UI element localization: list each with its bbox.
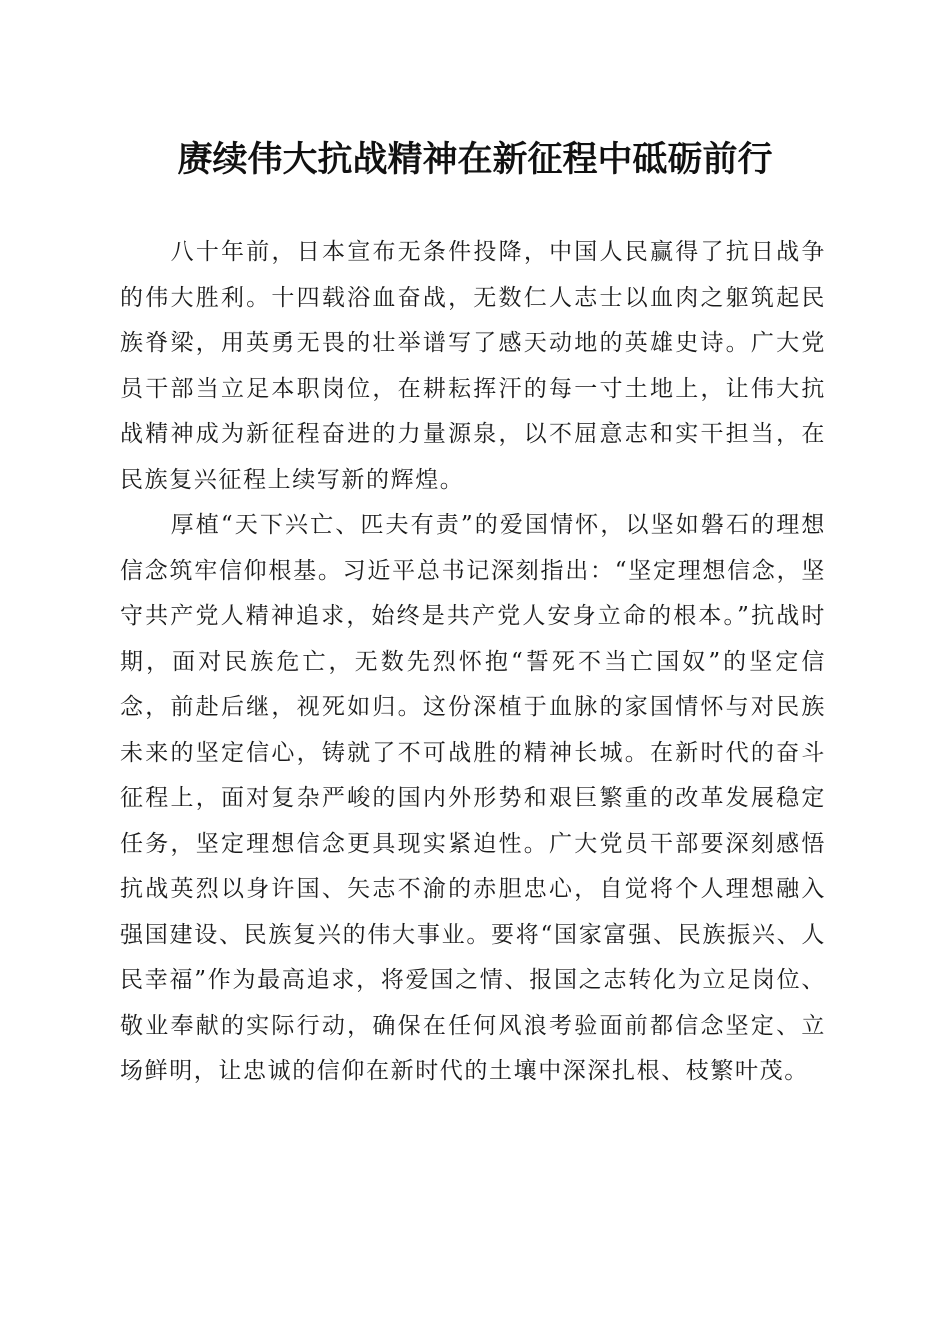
paragraph-2: 厚植“天下兴亡、匹夫有责”的爱国情怀，以坚如磐石的理想信念筑牢信仰根基。习近平总书记深刻指出：“坚定理想信念，坚守共产党人精神追求，始终是共产党人安身立命的根本。”抗战时期，面对民族危亡，无数先烈怀抱“誓死不当亡国奴”的坚定信念，前赴后继，视死如归。这份深植于血脉的家国情怀与对民族未来的坚定信心，铸就了不可战胜的精神长城。在新时代的奋斗征程上，面对复杂严峻的国内外形势和艰巨繁重的改革发展稳定任务，坚定理想信念更具现实紧迫性。广大党员干部要深刻感悟抗战英烈以身许国、矢志不渝的赤胆忠心，自觉将个人理想融入强国建设、民族复兴的伟大事业。要将“国家富强、民族振兴、人民幸福”作为最高追求，将爱国之情、报国之志转化为立足岗位、敬业奉献的实际行动，确保在任何风浪考验面前都信念坚定、立场鲜明，让忠诚的信仰在新时代的土壤中深深扎根、枝繁叶茂。 xyxy=(120,512,826,1084)
paragraph-1: 八十年前，日本宣布无条件投降，中国人民赢得了抗日战争的伟大胜利。十四载浴血奋战，无数仁人志士以血肉之躯筑起民族脊梁，用英勇无畏的壮举谱写了感天动地的英雄史诗。广大党员干部当立足本职岗位，在耕耘挥汗的每一寸土地上，让伟大抗战精神成为新征程奋进的力量源泉，以不屈意志和实干担当，在民族复兴征程上续写新的辉煌。 xyxy=(120,239,826,493)
document-body xyxy=(120,230,826,1095)
document-title: 赓续伟大抗战精神在新征程中砥砺前行 xyxy=(177,139,773,180)
